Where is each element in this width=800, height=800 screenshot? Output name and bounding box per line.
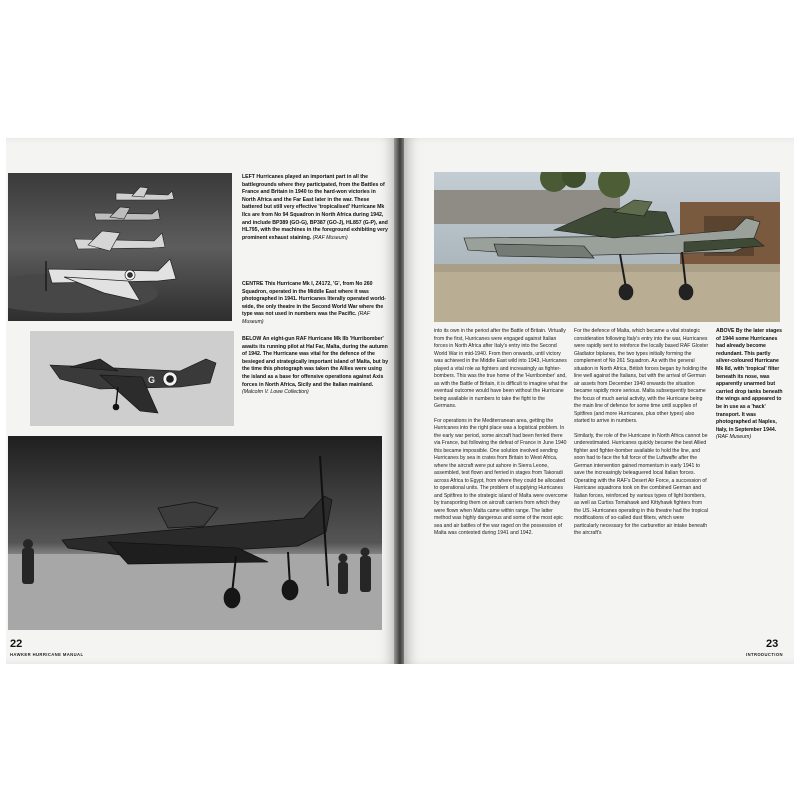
page-number-right: 23	[766, 638, 779, 650]
caption-left	[242, 174, 390, 249]
formation-image	[8, 173, 232, 321]
caption-centre	[242, 281, 390, 334]
photo-formation	[8, 173, 232, 321]
photo-ground-crew	[8, 436, 382, 630]
body-column-2	[574, 328, 710, 545]
caption-below-credit: (Malcolm V. Lowe Collection)	[242, 389, 309, 396]
caption-centre-text: This Hurricane Mk I, Z4172, 'G', from No 260 Squadron, operated in the Middle East where it was photographed in 1941. Hurricanes literally operated world-wide, the only theatre in the Second World War where the type was not used in numbers was the Pacific.	[242, 281, 386, 318]
caption-left-label: LEFT	[242, 174, 255, 180]
running-head-left: HAWKER HURRICANE MANUAL	[10, 652, 84, 657]
col2-paragraph-2: Similarly, the role of the Hurricane in North Africa cannot be underestimated. Hurricanes quickly became the best Allied fighter and fighter-bomber available to hold the line, and soon had to face the full force of the Luftwaffe after the German intervention gained momentum in early 1941 to save the increasingly beleaguered local Italian forces. Operating with the RAF's Desert Air Force, a succession of Hurricane squadrons took on the combined German and Italian forces, reinforced by various types of light bombers, as well as Curtiss Tomahawk and Kittyhawk fighters from the US. Hurricanes operating in this theatre had the tropical modifications of so-called dust filters, which were particularly necessary for the carburettor air intake beneath the aircraft's	[574, 432, 708, 536]
caption-below	[242, 336, 390, 404]
caption-left-credit: (RAF Museum)	[312, 234, 348, 241]
right-page	[404, 138, 794, 664]
caption-above-credit: (RAF Museum)	[716, 434, 752, 441]
col1-paragraph-1: into its own in the period after the Battle of Britain. Virtually from the first, Hurricanes were engaged against Italian forces in North Africa after Italy's entry into the Second World War in mid-1940. From then onwards, until victory was achieved in the Middle East wild into 1943, Hurricanes played a vital role as fighters and increasingly as fighter-bombers. This was the true home of the 'Hurribomber' and, as with the Battle of Britain, it is difficult to imagine what the eventual outcome would have been without the Hurricane being available in numbers to take the fight to the Germans.	[434, 328, 568, 409]
caption-centre-label: CENTRE	[242, 281, 264, 287]
caption-below-label: BELOW	[242, 336, 262, 342]
caption-above	[716, 328, 786, 449]
page-number-left: 22	[10, 638, 23, 650]
photo-colour-hurricane	[434, 172, 780, 322]
single-aircraft-image	[30, 331, 234, 426]
caption-below-text: An eight-gun RAF Hurricane Mk IIb 'Hurribomber' awaits its running pilot at Hal Far, Malta, during the autumn of 1942. The Hurricane was vital for the defence of the besieged and strategically important island of Malta, but by the time this photograph was taken the Allies were using the island as a base for offensive operations against Axis forces in North Africa, Sicily and the Italian mainland.	[242, 336, 389, 388]
caption-centre-credit: (RAF Museum)	[242, 311, 370, 325]
open-book	[6, 138, 794, 664]
left-page	[6, 138, 396, 664]
photo-single-aircraft	[30, 331, 234, 426]
colour-hurricane-image	[434, 172, 780, 322]
col2-paragraph-1: For the defence of Malta, which became a vital strategic consideration following Italy's entry into the war, Hurricanes were rapidly sent to reinforce the locally based RAF Gloster Gladiator biplanes, the two types initially forming the complement of No 261 Squadron. As with the general situation in North Africa, British forces began by holding the line well against the Italians, but with the arrival of German air assets from December 1940 onwards the situation became rapidly more serious. Malta subsequently became the focus of much aerial activity, with the Hurricane being the main line of defence for some time until supplies of Spitfires (and more Hurricanes, plus other types) also started to arrive in numbers.	[574, 328, 709, 424]
caption-above-text: By the later stages of 1944 some Hurricanes had already become redundant. This partly silver-coloured Hurricane Mk IId, with 'tropical' filter beneath its nose, was apparently unarmed but carried drop tanks beneath the wings and appeared to be in use as a 'hack' transport. It was photographed at Naples, Italy, in September 1944.	[716, 328, 783, 433]
body-column-1	[434, 328, 568, 545]
caption-left-text: Hurricanes played an important part in all the battlegrounds where they participated, from the Battles of France and Britain in 1940 to the hard-won victories in North Africa and the Far East later in the war. These battered but still very effective 'tropicalised' Hurricane Mk IIcs are from No 94 Squadron in North Africa during 1942, and include BP389 (GO-G), BP387 (GO-J), HL857 (G-P), and HL795, with the machines in the foreground exhibiting very prominent exhaust staining.	[242, 174, 388, 241]
caption-above-label: ABOVE	[716, 328, 735, 334]
svg-text:G: G	[148, 375, 156, 385]
ground-crew-image	[8, 436, 382, 630]
running-head-right: INTRODUCTION	[746, 652, 783, 657]
col1-paragraph-2: For operations in the Mediterranean area, getting the Hurricanes into the right place was a logistical problem. In the early war period, some aircraft had been ferried there via France, but following the defeat of France in June 1940 this became impossible. One solution involved sending Hurricanes by sea in crates from Britain to West Africa, where the aircraft were put ashore in Sierra Leone, assembled, test flown and ferried in stages from Takoradi across Africa to Egypt, from where they could be allocated to operational units. The problem of supplying Hurricanes and Spitfires to the strategic island of Malta were overcome by transporting them on aircraft carriers from which they were flown when Malta came within range. The latter method was highly dangerous and some of the most epic sea and air battles of the war raged on the possession of Malta was contested during 1941 and 1942.	[434, 417, 568, 536]
